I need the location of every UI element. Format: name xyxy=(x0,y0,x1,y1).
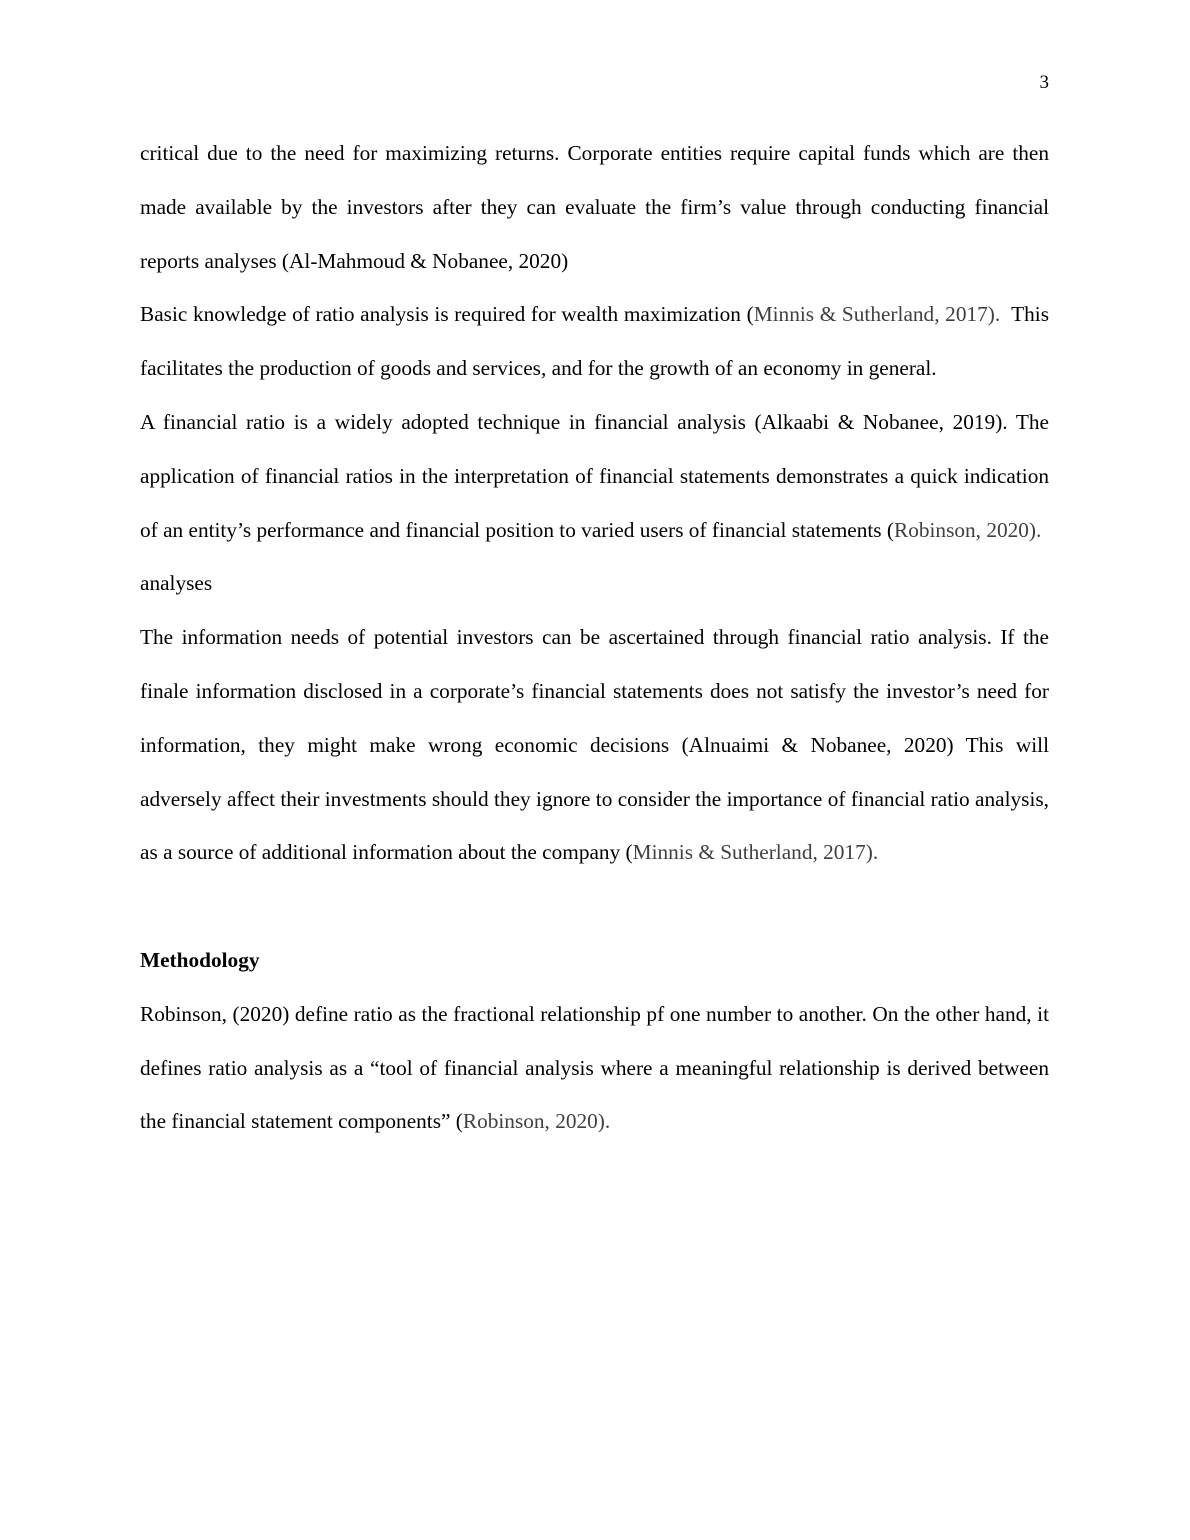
document-body xyxy=(140,127,1055,1149)
blank-line xyxy=(140,880,1049,934)
paragraph-methodology xyxy=(140,988,1049,1149)
paragraph-text: The information needs of potential investors can be ascertained through financial ratio analysis. If the finale information disclosed in a corporate’s financial statements does not satisfy the investor’s need for information, they might make wrong economic decisions (Alnuaimi & Nobanee, 2020) This will adversely affect their investments should they ignore to consider the importance of financial ratio analysis, as a source of additional information about the company ( xyxy=(140,625,1049,865)
paragraph-investor-needs xyxy=(140,611,1049,880)
page-number: 3 xyxy=(1039,72,1049,93)
paragraph-text: critical due to the need for maximizing returns. Corporate entities require capital funds which are then made available by the investors after they can evaluate the firm’s value through conducting financial reports analyses (Al-Mahmoud & Nobanee, 2020) xyxy=(140,141,1049,273)
citation: Minnis & Sutherland, 2017). xyxy=(632,840,879,865)
paragraph-capital-funds xyxy=(140,127,1049,288)
paragraph-text: This facilitates the production of goods and services, and for the growth of an economy in general. xyxy=(140,302,1055,381)
paragraph-financial-ratio xyxy=(140,396,1049,557)
paragraph-analyses xyxy=(140,557,1049,611)
citation: Robinson, 2020). xyxy=(462,1109,611,1134)
citation: Robinson, 2020). xyxy=(894,517,1042,542)
paragraph-ratio-knowledge xyxy=(140,288,1055,396)
paragraph-text: analyses xyxy=(140,571,213,596)
paragraph-text: Robinson, (2020) define ratio as the fractional relationship pf one number to another. On the other hand, it defines ratio analysis as a “tool of financial analysis where a meaningful relationship is derived between the financial statement components” ( xyxy=(140,1001,1049,1134)
paragraph-text: A financial ratio is a widely adopted technique in financial analysis (Alkaabi & Nobanee, 2019). The application of financial ratios in the interpretation of financial statements demonstrates a quick indication of an entity’s performance and financial position to varied users of financial statements ( xyxy=(140,409,1049,542)
paragraph-text: Basic knowledge of ratio analysis is required for wealth maximization ( xyxy=(140,302,754,327)
citation: Minnis & Sutherland, 2017). xyxy=(753,302,1001,327)
section-heading-methodology: Methodology xyxy=(140,947,260,972)
